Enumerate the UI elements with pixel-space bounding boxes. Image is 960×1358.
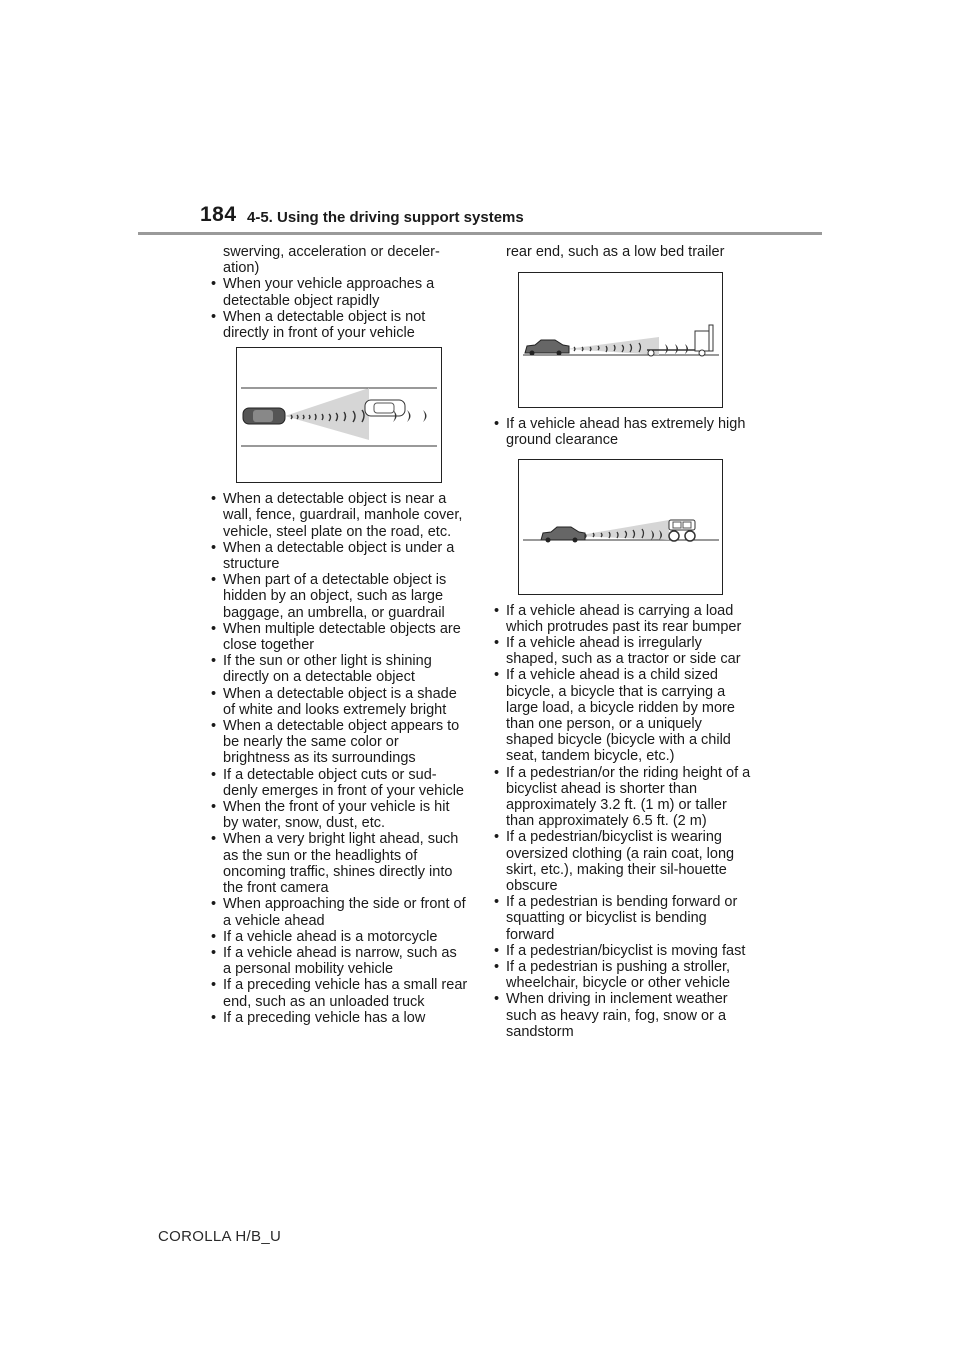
list-item: • When a detectable object appears to be nearly the same color or brightness as its surroundings [208,718,468,767]
list-item: • If a pedestrian is pushing a stroller, wheelchair, bicycle or other vehicle [491,959,751,991]
list-item: • If a pedestrian/or the riding height of a bicyclist ahead is shorter than approximately 3.2 ft. (1 m) or taller than approximately 6.5 ft. (2 m) [491,765,751,830]
list-item: • If a detectable object cuts or sud-denly emerges in front of your vehicle [208,767,468,799]
list-item: • When approaching the side or front of a vehicle ahead [208,896,468,928]
list-item: • If a pedestrian/bicyclist is moving fast [491,943,751,959]
header-rule [138,232,822,235]
figure-high-clearance [518,459,723,595]
list-item: • If a preceding vehicle has a small rear end, such as an unloaded truck [208,977,468,1009]
list-item: • When driving in inclement weather such as heavy rain, fog, snow or a sandstorm [491,991,751,1040]
left-continuation-text: swerving, acceleration or deceler-ation) [223,244,440,277]
list-item: • If a pedestrian is bending forward or squatting or bicyclist is bending forward [491,894,751,943]
list-item: • When multiple detectable objects are close together [208,621,468,653]
left-list-top [208,276,468,341]
list-item: • If a vehicle ahead is irregularly shaped, such as a tractor or side car [491,635,751,667]
list-item: • When your vehicle approaches a detectable object rapidly [208,276,468,308]
right-continuation-text: rear end, such as a low bed trailer [506,244,725,260]
figure-offset-object [236,347,442,483]
illustration-low-bed-trailer [519,273,722,407]
list-item: • If a vehicle ahead is narrow, such as a personal mobility vehicle [208,945,468,977]
figure-low-bed-trailer [518,272,723,408]
list-item: • If a vehicle ahead is a motorcycle [208,929,468,945]
list-item: • When a detectable object is near a wall, fence, guardrail, manhole cover, vehicle, steel plate on the road, etc. [208,491,468,540]
list-item: • When a very bright light ahead, such as the sun or the headlights of oncoming traffic, shines directly into the front camera [208,831,468,896]
list-item: • If a vehicle ahead is a child sized bicycle, a bicycle that is carrying a large load, a bicycle ridden by more than one person, or a uniquely shaped bicycle (bicycle with a child seat, tandem bicycle, etc.) [491,667,751,764]
list-item: • When part of a detectable object is hidden by an object, such as large baggage, an umbrella, or guardrail [208,572,468,621]
list-item: • When a detectable object is a shade of white and looks extremely bright [208,686,468,718]
list-item: • If a vehicle ahead is carrying a load which protrudes past its rear bumper [491,603,751,635]
footer-model-label: COROLLA H/B_U [158,1228,282,1245]
left-column [208,244,468,1026]
list-item: • If a preceding vehicle has a low [208,1010,468,1026]
page-number: 184 [200,203,237,226]
list-item: • If a vehicle ahead has extremely high ground clearance [491,416,751,448]
right-list-bottom [491,603,751,1040]
right-list-middle [491,416,751,448]
illustration-offset-object [237,348,441,482]
right-column [491,244,751,1040]
list-item: • If a pedestrian/bicyclist is wearing oversized clothing (a rain coat, long skirt, etc.), making their sil-houette obscure [491,829,751,894]
list-item: • When a detectable object is under a structure [208,540,468,572]
list-item: • When the front of your vehicle is hit by water, snow, dust, etc. [208,799,468,831]
list-item: • When a detectable object is not directly in front of your vehicle [208,309,468,341]
left-list-bottom [208,491,468,1026]
illustration-high-clearance [519,460,722,594]
list-item: • If the sun or other light is shining directly on a detectable object [208,653,468,685]
section-title: 4-5. Using the driving support systems [247,209,524,226]
